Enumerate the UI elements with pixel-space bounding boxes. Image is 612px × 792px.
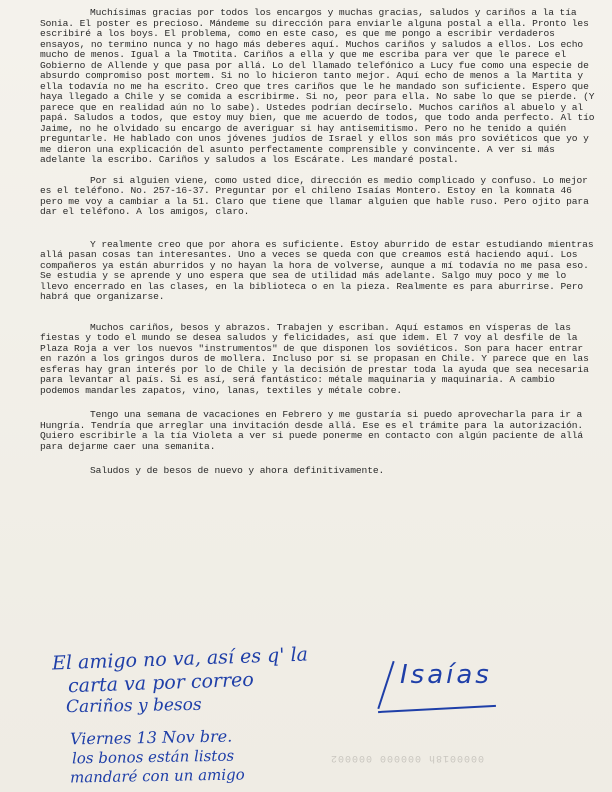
letter-paragraph-4: Muchos cariños, besos y abrazos. Trabajen y escriban. Aquí estamos en vísperas de las fiestas y todo el mundo se desea saludos y felicidades, así que idem. El 7 voy al desfile de la Plaza Roja a ver los nuevos "instrumentos" de que disponen los soviéticos. Son para hacer entrar en razón a los gringos duros de mollera. Incluso por si se propasan en Chile. Y parece que en las esferas hay gran interés por lo de Chile y la decisión de prestar toda la ayuda que sea necesaria para levantar al país. Si es así, será fantástico: métale maquinaria y maquinaria. A cambio podemos mandarles zapatos, vino, lanas, textiles y métale cobre. (40, 321, 589, 396)
bleed-through-text: 0000018h 000000 000002 (330, 752, 485, 763)
signature: Isaías (400, 660, 492, 690)
handwritten-line-6: mandaré con un amigo (69, 765, 245, 787)
signature-underline (378, 705, 496, 713)
handwritten-line-4: Viernes 13 Nov bre. (69, 726, 233, 749)
letter-paragraph-2: Por si alguien viene, como usted dice, dirección es medio complicado y confuso. Lo mejor es el teléfono. No. 257-16-37. Preguntar por el chileno Isaías Montero. Estoy en la komnata 46 pero me voy a cambiar a la 51. Claro que tiene que llamar alguien que hable ruso. Pero ojito para dar el teléfono. A los amigos, claro. (40, 174, 589, 217)
typed-letter-body (40, 8, 600, 487)
letter-paragraph-3: Y realmente creo que por ahora es suficiente. Estoy aburrido de estar estudiando mientras allá pasan cosas tan interesantes. Uno a veces se queda con que creamos está haciendo aquí. Los compañeros ya están aburridos y no hayan la hora de volverse, aunque a mí todavía no me pasa eso. Se estudia y se aprende y uno espera que sea de utilidad más adelante. Salgo muy poco y me lo llevo encerrado en las clases, en la biblioteca o en la pieza. Realmente es para aburrirse. Pero habrá que organizarse. (40, 238, 594, 302)
handwritten-line-2: carta va por correo (67, 668, 255, 698)
handwritten-line-1: El amigo no va, así es q' la (51, 643, 309, 675)
letter-paragraph-6: Saludos y de besos de nuevo y ahora definitivamente. (90, 465, 385, 476)
letter-paragraph-1: Muchísimas gracias por todos los encargos y muchas gracias, saludos y cariños a la tía Sonia. El poster es precioso. Mándeme su dirección para enviarle alguna postal a ella. Pronto les escribiré a los boys. El problema, como en este caso, es que me pongo a escribir verdaderos ensayos, no termino nunca y no hago más deberes aquí. Muchos cariños y saludos a ellos. Los echo mucho de menos. Igual a la Tmotita. Cariños a ella y que me escriba para ver que le parece el Gobierno de Allende y que pasa por allá. Lo del llamado telefónico a Lucy fue como una especie de absurdo compromiso post mortem. Si no lo hicieron tanto mejor. Aquí echo de menos a la Martita y ella todavía no me ha escrito. Creo que tres cariños que le he mandado son suficiente. Espero que haya llegado a Chile y se comida a escribirme. Si no, peor para ella. No sabe lo que se pierde. (Y parece que en realidad aún no lo sabe). Ustedes podrían decírselo. Muchos cariños al abuelo y al papá. Saludos a todos, que estoy muy bien, que me acuerdo de todos, que todo anda perfecto. Al tío Jaime, no he olvidado su encargo de averiguar si hay antisemitismo. Pero no he tenido a quién preguntarle. He hablado con unos jóvenes judíos de Israel y ellos son más pro soviéticos que yo y me dieron una explicación del asunto perfectamente comprensible y convincente. A ver si más adelante la escribo. Cariños y saludos a los Escárate. Les mandaré postal. (40, 7, 595, 165)
signature-stroke (377, 661, 394, 709)
letter-paragraph-5: Tengo una semana de vacaciones en Febrero y me gustaría si puedo aprovecharla para ir a Hungría. Tendría que arreglar una invitación desde allá. Ese es el trámite para la autorización. Quiero escribirle a la tía Violeta a ver si puede ponerme en contacto con algún paciente de allá para dejarme caer una semanita. (40, 409, 584, 452)
handwritten-line-3: Cariños y besos (65, 694, 202, 718)
handwritten-line-5: los bonos están listos (71, 746, 235, 768)
